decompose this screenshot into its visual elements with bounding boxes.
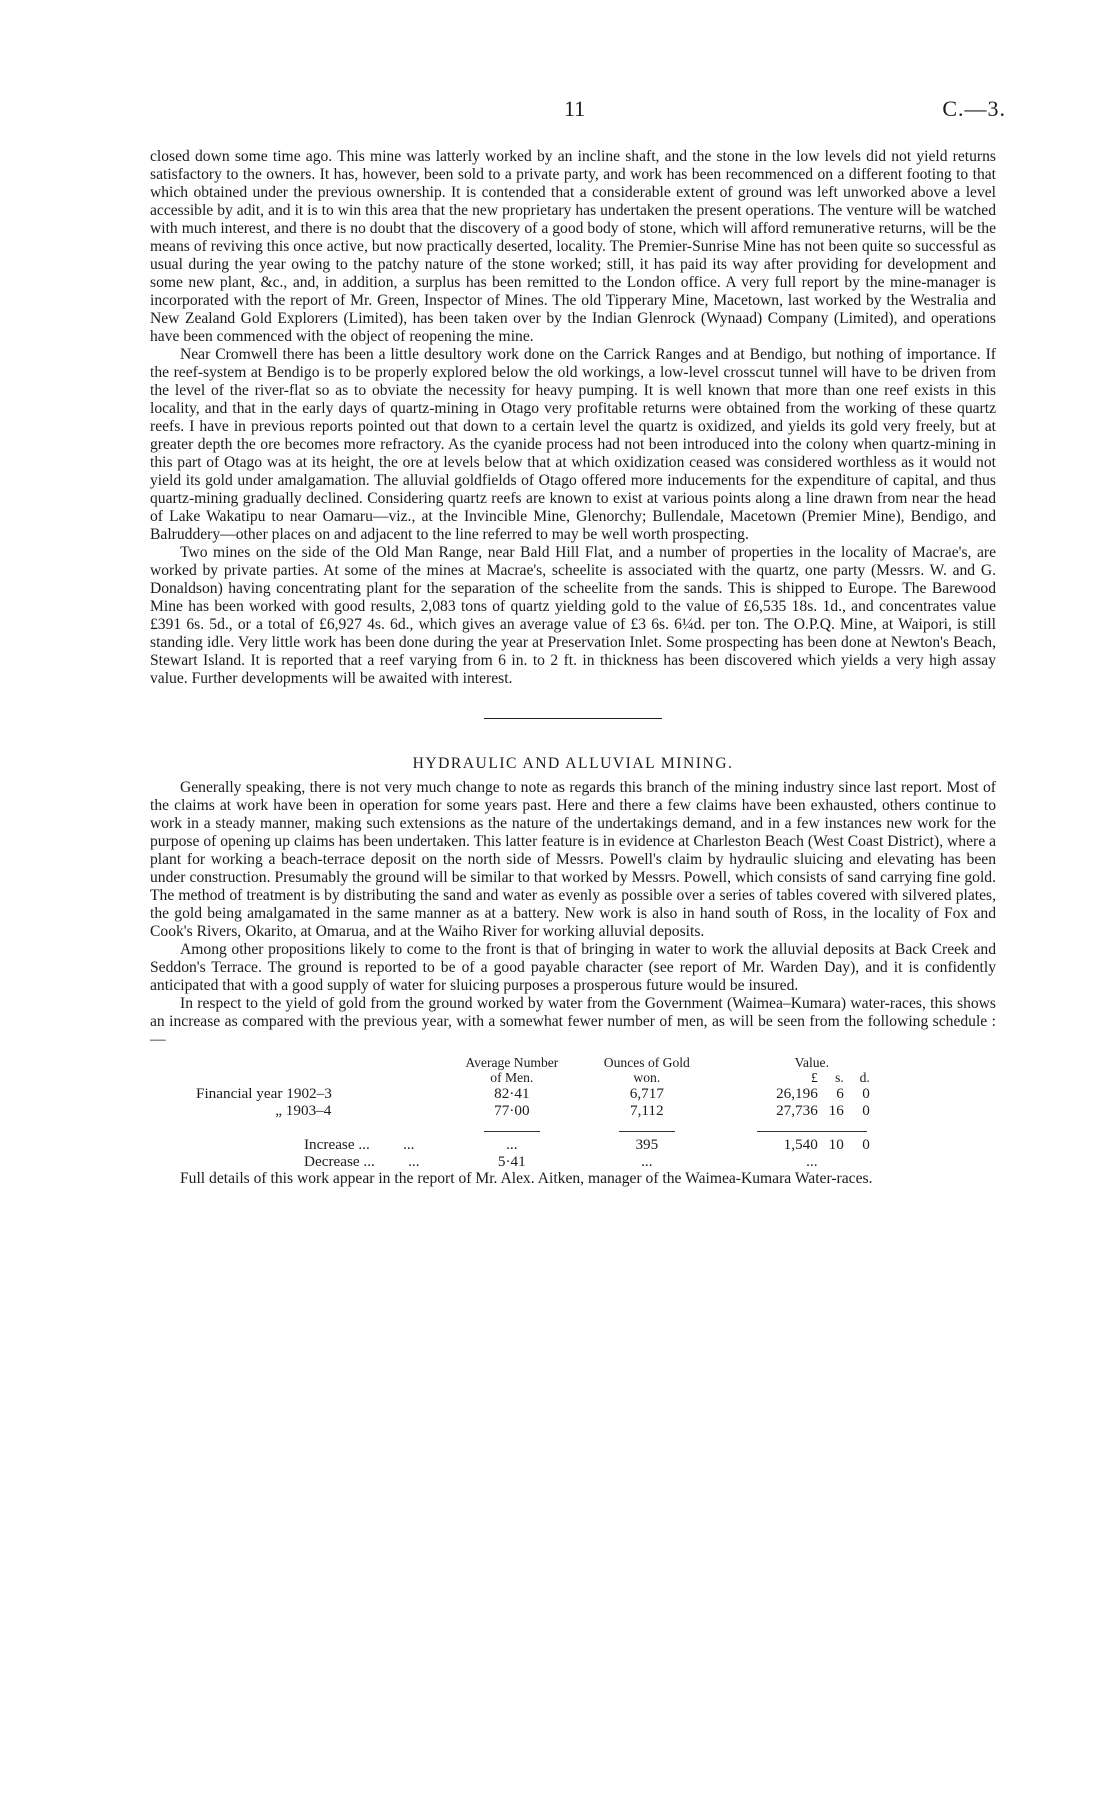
row-label: Financial year (196, 1085, 283, 1102)
header-ounces-sub: won. (633, 1070, 661, 1085)
header-men-sub: of Men. (490, 1070, 534, 1085)
increase-pence: 0 (862, 1136, 870, 1153)
header-men: Average Number (465, 1055, 559, 1070)
row-ounces: 7,112 (630, 1102, 664, 1119)
page-number: 11 (564, 96, 586, 121)
decrease-label: Decrease ... (304, 1153, 375, 1170)
table-row (196, 1102, 901, 1119)
row-men: 82·41 (494, 1085, 530, 1102)
row-men: 77·00 (494, 1102, 530, 1119)
paragraph-cromwell: Near Cromwell there has been a little desultory work done on the Carrick Ranges and at Bendigo, but nothing of importance. If the reef-system at Bendigo is to be properly explored below the old workings, a low-level crosscut tunnel will have to be driven from the level of the river-flat so as to obviate the necessity for heavy pumping. It is well known that more than one reef exists in this locality, and that in the early days of quartz-mining in Otago very profitable returns were obtained from the working of these quartz reefs. I have in previous reports pointed out that down to a certain level the quartz is oxidized, and yields its gold very freely, but at greater depth the ore becomes more refractory. As the cyanide process had not been introduced into the colony when quartz-mining in this part of Otago was at its height, the ore at levels below that at which oxidization ceased was considered worthless as it would not yield its gold under amalgamation. The alluvial goldfields of Otago offered more inducements for the expenditure of capital, and thus quartz-mining gradually declined. Considering quartz reefs are known to exist at various points along a line drawn from near the head of Lake Wakatipu to near Oamaru—viz., at the Invincible Mine, Glenorchy; Bullendale, Macetown (Premier Mine), Bendigo, and Balruddery—other places on and adjacent to the line referred to may be well worth prospecting. (150, 346, 996, 543)
column-rule (619, 1131, 675, 1132)
decrease-men: 5·41 (497, 1153, 526, 1170)
increase-men: ... (506, 1136, 518, 1153)
schedule-table (196, 1055, 901, 1170)
column-rule (757, 1131, 867, 1132)
paragraph-closing: Full details of this work appear in the report of Mr. Alex. Aitken, manager of the Waimea-Kumara Water-races. (180, 1170, 873, 1187)
row-pence: 0 (862, 1085, 870, 1102)
paragraph-old-man-range: Two mines on the side of the Old Man Range, near Bald Hill Flat, and a number of properties in the locality of Macrae's, are worked by private parties. At some of the mines at Macrae's, scheelite is associated with the quartz, one party (Messrs. W. and G. Donaldson) having concentrating plant for the separation of the scheelite from the sands. This is shipped to Europe. The Barewood Mine has been worked with good results, 2,083 tons of quartz yielding gold to the value of £6,535 18s. 1d., and concentrates value £391 6s. 5d., or a total of £6,927 4s. 6d., which gives an average value of £3 6s. 6¼d. per ton. The O.P.Q. Mine, at Waipori, is still standing idle. Very little work has been done during the year at Preservation Inlet. Some prospecting has been done at Newton's Beach, Stewart Island. It is reported that a reef varying from 6 in. to 2 ft. in thickness has been discovered which yields a very high assay value. Further developments will be awaited with interest. (150, 544, 996, 687)
paragraph-yield: In respect to the yield of gold from the ground worked by water from the Government (Waimea–Kumara) water-races, this shows an increase as compared with the previous year, with a somewhat fewer number of men, as will be seen from the following schedule :— (150, 995, 996, 1048)
row-pence: 0 (862, 1102, 870, 1119)
row-year: 1903–4 (285, 1102, 332, 1119)
increase-shillings: 10 (828, 1136, 844, 1153)
row-label: „ (275, 1102, 282, 1119)
decrease-row (196, 1153, 901, 1170)
increase-ounces: 395 (635, 1136, 659, 1153)
increase-label: Increase ... (304, 1136, 370, 1153)
section-divider (484, 718, 662, 719)
document-reference: C.—3. (942, 96, 1006, 121)
paragraph-propositions: Among other propositions likely to come to the front is that of bringing in water to work the alluvial deposits at Back Creek and Seddon's Terrace. The ground is reported to be of a good payable character (see report of Mr. Warden Day), and it is confidently anticipated that with a good supply of water for sluicing purposes a prosperous future would be insured. (150, 941, 996, 994)
increase-pounds: 1,540 (783, 1136, 818, 1153)
header-value: Value. (794, 1055, 829, 1070)
body-text (150, 148, 996, 1188)
header-pence: d. (859, 1070, 870, 1085)
paragraph-continued: closed down some time ago. This mine was latterly worked by an incline shaft, and the stone in the low levels did not yield returns satisfactory to the owners. It has, however, been sold to a private party, and work has been recommenced on a different footing to that which obtained under the previous ownership. It is contended that a considerable extent of ground was left unworked above a level accessible by adit, and it is to win this area that the new proprietary has undertaken the present operations. The venture will be watched with much interest, and there is no doubt that the discovery of a good body of stone, which will afford remunerative returns, will be the means of reviving this once active, but now practically deserted, locality. The Premier-Sunrise Mine has not been quite so successful as usual during the year owing to the patchy nature of the stone worked; still, it has paid its way after providing for development and some new plant, &c., and, in addition, a surplus has been remitted to the London office. A very full report by the mine-manager is incorporated with the report of Mr. Green, Inspector of Mines. The old Tipperary Mine, Macetown, last worked by the Westralia and New Zealand Gold Explorers (Limited), has been taken over by the Indian Glenrock (Wynaad) Company (Limited), and operations have been commenced with the object of reopening the mine. (150, 148, 996, 345)
decrease-value: ... (806, 1153, 818, 1170)
section-heading: HYDRAULIC AND ALLUVIAL MINING. (412, 755, 734, 772)
increase-dots: ... (403, 1136, 415, 1153)
row-year: 1902–3 (286, 1085, 332, 1102)
header-ounces: Ounces of Gold (603, 1055, 690, 1070)
row-ounces: 6,717 (629, 1085, 664, 1102)
row-pounds: 27,736 (776, 1102, 818, 1119)
paragraph-generally: Generally speaking, there is not very much change to note as regards this branch of the mining industry since last report. Most of the claims at work have been in operation for some years past. Here and there a few claims have been exhausted, others continue to work in a steady manner, making such extensions as the nature of the undertakings demand, and in a few instances new work for the purpose of opening up claims has been undertaken. This latter feature is in evidence at Charleston Beach (West Coast District), where a plant for working a beach-terrace deposit on the north side of Messrs. Powell's claim by hydraulic sluicing and elevating has been under construction. Presumably the ground will be similar to that worked by Messrs. Powell, which consists of sand carrying fine gold. The method of treatment is by distributing the sand and water as evenly as possible over a series of tables covered with silvered plates, the gold being amalgamated in the same manner as at a battery. New work is also in hand south of Ross, in the locality of Fox and Cook's Rivers, Okarito, at Omarua, and at the Waiho River for working alluvial deposits. (150, 779, 996, 940)
row-pounds: 26,196 (776, 1085, 818, 1102)
page-header (0, 96, 1114, 132)
decrease-dots: ... (408, 1153, 420, 1170)
column-rule (484, 1131, 540, 1132)
increase-row (196, 1136, 901, 1153)
header-pounds: £ (811, 1070, 818, 1085)
table-row (196, 1085, 901, 1102)
row-shillings: 6 (836, 1085, 844, 1102)
total-rule-row (196, 1119, 901, 1136)
decrease-ounces: ... (641, 1153, 653, 1170)
row-shillings: 16 (828, 1102, 844, 1119)
schedule-header-row (196, 1055, 901, 1085)
header-shillings: s. (835, 1070, 844, 1085)
